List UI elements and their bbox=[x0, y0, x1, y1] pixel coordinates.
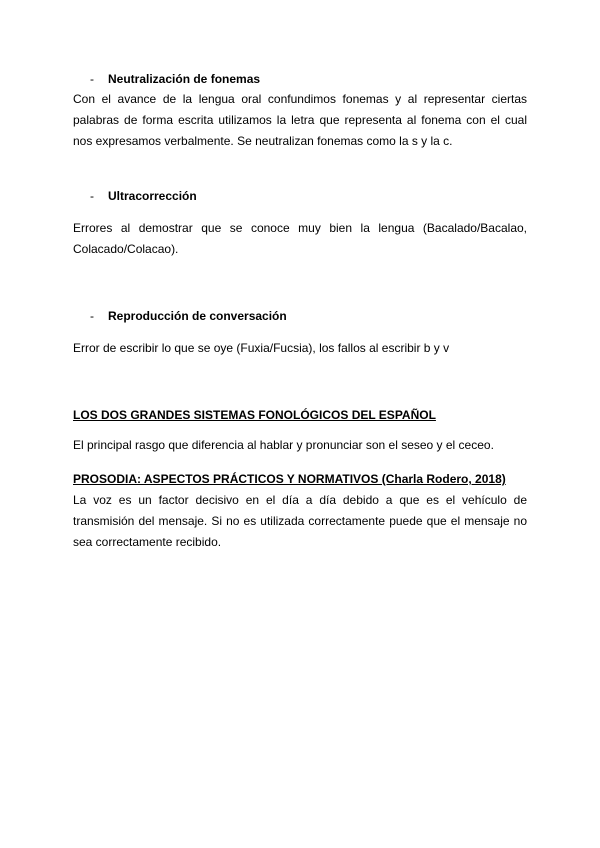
paragraph-reproduccion: Error de escribir lo que se oye (Fuxia/Fucsia), los fallos al escribir b y v bbox=[73, 341, 450, 355]
heading-sistemas: LOS DOS GRANDES SISTEMAS FONOLÓGICOS DEL ESPAÑOL bbox=[73, 408, 436, 422]
bullet-dash: - bbox=[90, 309, 94, 323]
heading-ultracorreccion: Ultracorrección bbox=[108, 189, 197, 203]
section-sistemas bbox=[73, 405, 527, 456]
bullet-dash: - bbox=[90, 189, 94, 203]
section-reproduccion bbox=[73, 306, 527, 359]
paragraph-neutralizacion: Con el avance de la lengua oral confundimos fonemas y al representar ciertas palabras de forma escrita utilizamos la letra que representa al fonema con el cual nos expresamos verbalmente. Se neutralizan fonemas como la s y la c. bbox=[73, 92, 527, 148]
bullet-heading bbox=[73, 69, 527, 89]
section-ultracorreccion bbox=[73, 186, 527, 260]
section-prosodia bbox=[73, 469, 527, 553]
bullet-heading bbox=[73, 186, 527, 206]
bullet-heading bbox=[73, 306, 527, 326]
section-neutralizacion bbox=[73, 69, 527, 152]
heading-reproduccion: Reproducción de conversación bbox=[108, 309, 287, 323]
paragraph-ultracorreccion: Errores al demostrar que se conoce muy bien la lengua (Bacalado/Bacalao, Colacado/Colacao). bbox=[73, 221, 527, 256]
heading-neutralizacion: Neutralización de fonemas bbox=[108, 72, 261, 86]
heading-prosodia: PROSODIA: ASPECTOS PRÁCTICOS Y NORMATIVOS (Charla Rodero, 2018) bbox=[73, 472, 506, 486]
paragraph-prosodia: La voz es un factor decisivo en el día a día debido a que es el vehículo de transmisión del mensaje. Si no es utilizada correctamente puede que el mensaje no sea correctamente recibido. bbox=[73, 493, 527, 549]
paragraph-sistemas: El principal rasgo que diferencia al hablar y pronunciar son el seseo y el ceceo. bbox=[73, 438, 494, 452]
bullet-dash: - bbox=[90, 72, 94, 86]
